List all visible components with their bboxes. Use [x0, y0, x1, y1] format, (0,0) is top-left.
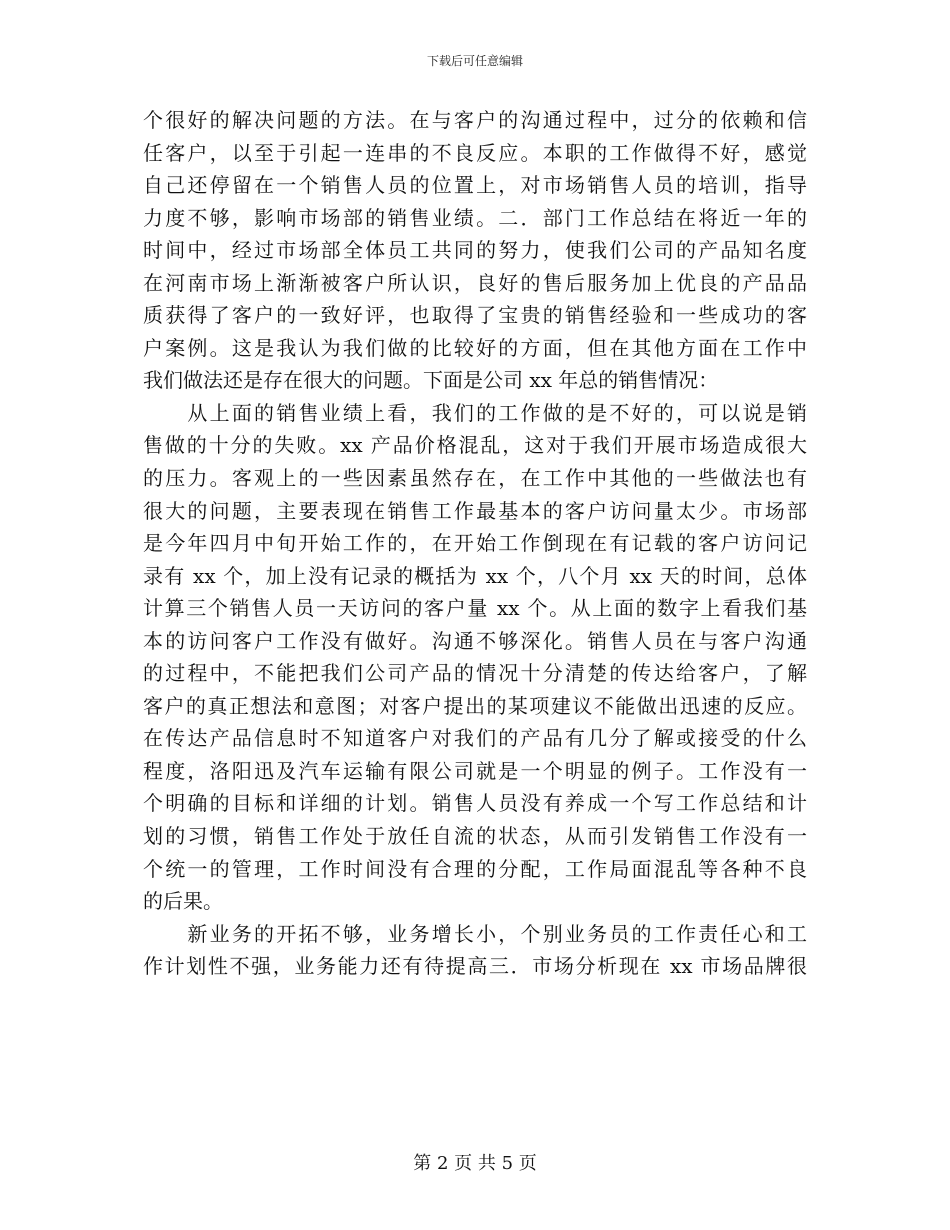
text-line: 划的习惯，销售工作处于放任自流的状态，从而引发销售工作没有一: [143, 824, 807, 849]
text-line: 本的访问客户工作没有做好。沟通不够深化。销售人员在与客户沟通: [143, 628, 807, 653]
text-line: 录有 xx 个，加上没有记录的概括为 xx 个，八个月 xx 天的时间，总体: [143, 563, 807, 588]
text-line: 户案例。这是我认为我们做的比较好的方面，但在其他方面在工作中: [143, 335, 807, 360]
text-line: 计算三个销售人员一天访问的客户量 xx 个。从上面的数字上看我们基: [143, 596, 807, 621]
text-line: 是今年四月中旬开始工作的，在开始工作倒现在有记载的客户访问记: [143, 531, 807, 556]
text-line: 力度不够，影响市场部的销售业绩。二．部门工作总结在将近一年的: [143, 205, 807, 230]
text-line: 我们做法还是存在很大的问题。下面是公司 xx 年总的销售情况：: [143, 368, 719, 393]
text-line: 质获得了客户的一致好评，也取得了宝贵的销售经验和一些成功的客: [143, 303, 807, 328]
text-line: 作计划性不强，业务能力还有待提高三．市场分析现在 xx 市场品牌很: [143, 954, 807, 979]
text-line: 任客户，以至于引起一连串的不良反应。本职的工作做得不好，感觉: [143, 140, 807, 165]
text-line: 个明确的目标和详细的计划。销售人员没有养成一个写工作总结和计: [143, 791, 807, 816]
text-line: 客户的真正想法和意图；对客户提出的某项建议不能做出迅速的反应。: [143, 693, 807, 718]
text-line: 个很好的解决问题的方法。在与客户的沟通过程中，过分的依赖和信: [143, 108, 807, 132]
page-number: 第 2 页 共 5 页: [413, 1153, 537, 1174]
text-line: 的过程中，不能把我们公司产品的情况十分清楚的传达给客户，了解: [143, 661, 807, 686]
text-line: 程度，洛阳迅及汽车运输有限公司就是一个明显的例子。工作没有一: [143, 758, 807, 783]
text-line: 个统一的管理，工作时间没有合理的分配，工作局面混乱等各种不良: [143, 856, 807, 881]
text-line: 很大的问题，主要表现在销售工作最基本的客户访问量太少。市场部: [143, 498, 807, 523]
page-header-note: 下载后可任意编辑: [426, 54, 523, 68]
text-line: 售做的十分的失败。xx 产品价格混乱，这对于我们开展市场造成很大: [143, 433, 807, 458]
text-line: 在传达产品信息时不知道客户对我们的产品有几分了解或接受的什么: [143, 726, 807, 751]
text-line: 时间中，经过市场部全体员工共同的努力，使我们公司的产品知名度: [143, 238, 807, 263]
text-line: 自己还停留在一个销售人员的位置上，对市场销售人员的培训，指导: [143, 173, 807, 198]
document-body: [143, 104, 807, 983]
text-line: 的压力。客观上的一些因素虽然存在，在工作中其他的一些做法也有: [143, 466, 807, 491]
text-line: 从上面的销售业绩上看，我们的工作做的是不好的，可以说是销: [143, 400, 807, 425]
text-line: 的后果。: [143, 889, 223, 914]
text-line: 新业务的开拓不够，业务增长小，个别业务员的工作责任心和工: [143, 921, 807, 946]
text-line: 在河南市场上渐渐被客户所认识，良好的售后服务加上优良的产品品: [143, 270, 807, 295]
